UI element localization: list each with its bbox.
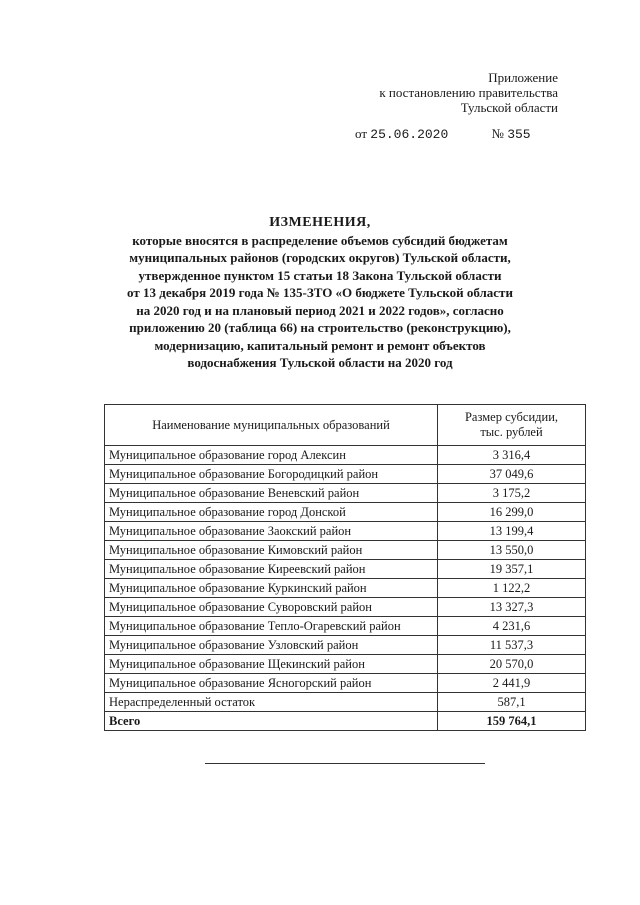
subsidy-value: 587,1	[438, 693, 586, 712]
subsidy-value: 16 299,0	[438, 503, 586, 522]
table-row	[105, 465, 586, 484]
from-label: от	[355, 126, 368, 141]
table-row	[105, 541, 586, 560]
municipality-name: Муниципальное образование Щекинский район	[105, 655, 438, 674]
table-row	[105, 655, 586, 674]
decree-date: 25.06.2020	[370, 127, 449, 142]
table-row	[105, 598, 586, 617]
subsidy-value: 4 231,6	[438, 617, 586, 636]
header-value	[438, 405, 586, 446]
appendix-line-2: к постановлению правительства	[379, 85, 558, 100]
subsidy-table	[104, 404, 586, 731]
table-row	[105, 446, 586, 465]
decree-date-line	[355, 126, 565, 142]
subsidy-value: 19 357,1	[438, 560, 586, 579]
table-header-row	[105, 405, 586, 446]
subsidy-value: 13 199,4	[438, 522, 586, 541]
subsidy-value: 11 537,3	[438, 636, 586, 655]
table-row	[105, 503, 586, 522]
subsidy-value: 13 550,0	[438, 541, 586, 560]
appendix-line-1: Приложение	[488, 70, 558, 85]
appendix-block	[300, 70, 558, 115]
heading-line: модернизацию, капитальный ремонт и ремонт объектов	[154, 337, 486, 353]
closing-divider-line	[205, 763, 485, 764]
table-row	[105, 674, 586, 693]
heading-title: ИЗМЕНЕНИЯ,	[269, 215, 371, 230]
number-label: №	[491, 126, 504, 141]
table-row	[105, 484, 586, 503]
municipality-name: Муниципальное образование Суворовский район	[105, 598, 438, 617]
municipality-name: Муниципальное образование Веневский район	[105, 484, 438, 503]
appendix-line-3: Тульской области	[460, 100, 558, 115]
subsidy-value: 20 570,0	[438, 655, 586, 674]
table-row	[105, 522, 586, 541]
municipality-name: Муниципальное образование Заокский район	[105, 522, 438, 541]
subsidy-value: 13 327,3	[438, 598, 586, 617]
municipality-name: Муниципальное образование Узловский район	[105, 636, 438, 655]
municipality-name: Муниципальное образование Тепло-Огаревский район	[105, 617, 438, 636]
subsidy-value: 3 316,4	[438, 446, 586, 465]
municipality-name: Муниципальное образование Куркинский район	[105, 579, 438, 598]
header-value-line-1: Размер субсидии,	[464, 410, 559, 424]
municipality-name: Муниципальное образование Богородицкий район	[105, 465, 438, 484]
municipality-name: Муниципальное образование Кимовский район	[105, 541, 438, 560]
subsidy-value: 1 122,2	[438, 579, 586, 598]
document-heading	[90, 214, 550, 372]
municipality-name: Муниципальное образование город Донской	[105, 503, 438, 522]
heading-line: водоснабжения Тульской области на 2020 год	[187, 355, 453, 370]
header-value-line-2: тыс. рублей	[480, 425, 543, 439]
table-row	[105, 636, 586, 655]
heading-line: утвержденное пунктом 15 статьи 18 Закона Тульской области	[138, 267, 502, 283]
table-row	[105, 693, 586, 712]
heading-line: на 2020 год и на плановый период 2021 и 2022 годов», согласно	[136, 302, 504, 318]
table-total-row	[105, 712, 586, 731]
subsidy-value: 2 441,9	[438, 674, 586, 693]
table-row	[105, 617, 586, 636]
municipality-name: Нераспределенный остаток	[105, 693, 438, 712]
total-label: Всего	[105, 712, 438, 731]
table-row	[105, 579, 586, 598]
municipality-name: Муниципальное образование город Алексин	[105, 446, 438, 465]
heading-line: от 13 декабря 2019 года № 135-ЗТО «О бюджете Тульской области	[127, 285, 513, 300]
subsidy-value: 37 049,6	[438, 465, 586, 484]
heading-line: приложению 20 (таблица 66) на строительство (реконструкцию),	[129, 320, 511, 335]
municipality-name: Муниципальное образование Киреевский район	[105, 560, 438, 579]
heading-line: которые вносятся в распределение объемов субсидий бюджетам	[132, 232, 508, 248]
subsidy-value: 3 175,2	[438, 484, 586, 503]
heading-line: муниципальных районов (городских округов) Тульской области,	[129, 250, 511, 265]
header-name: Наименование муниципальных образований	[105, 405, 438, 446]
decree-number: 355	[507, 127, 531, 142]
total-value: 159 764,1	[438, 712, 586, 731]
table-row	[105, 560, 586, 579]
municipality-name: Муниципальное образование Ясногорский район	[105, 674, 438, 693]
